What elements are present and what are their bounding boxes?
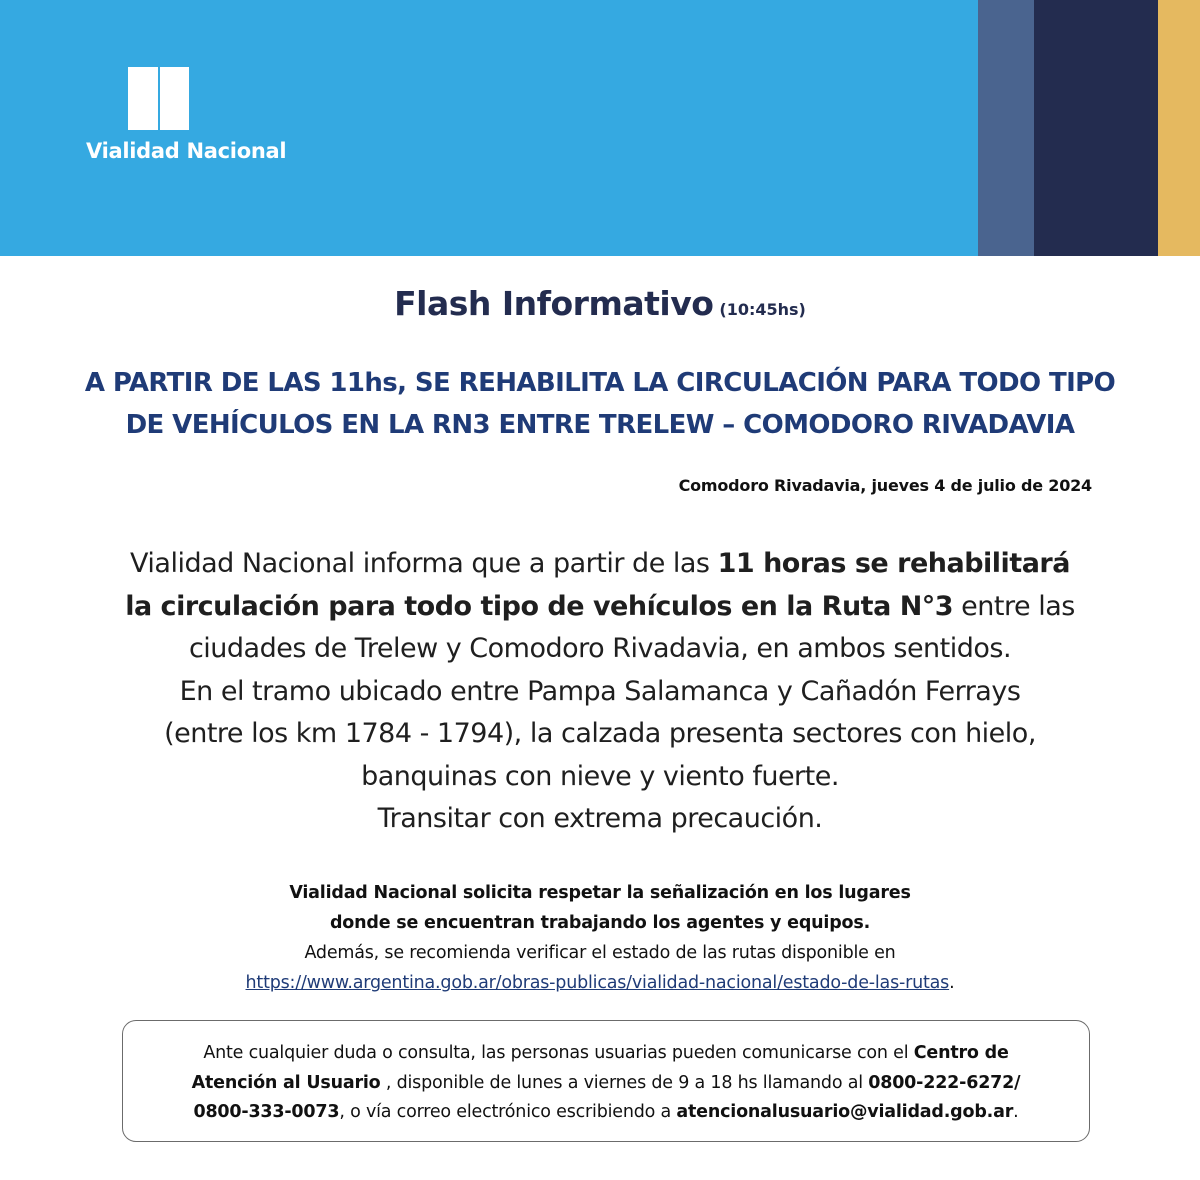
body-text: [60, 543, 1140, 841]
notice-link-end: .: [949, 973, 955, 993]
estado-rutas-link[interactable]: https://www.argentina.gob.ar/obras-publicas/vialidad-nacional/estado-de-las-rutas: [245, 973, 950, 993]
stripe-gold: [1158, 0, 1200, 256]
headline-line-1: A PARTIR DE LAS 11hs, SE REHABILITA LA CIRCULACIÓN PARA TODO TIPO: [84, 368, 1116, 398]
body-line-1: [60, 543, 1140, 586]
notice: [100, 878, 1100, 998]
contact-box: [122, 1020, 1090, 1142]
stripe-navy: [1034, 0, 1158, 256]
vialidad-logo-icon-bar: [160, 67, 189, 130]
headline: [40, 362, 1160, 446]
title-time: (10:45hs): [719, 300, 806, 319]
body-bold-1: 11 horas se rehabilitará: [717, 548, 1070, 579]
notice-bold-1-text: Vialidad Nacional solicita respetar la señalización en los lugares: [289, 883, 911, 903]
brand-name: Vialidad Nacional: [86, 139, 287, 163]
notice-bold-1: [100, 878, 1100, 908]
contact-phone-1: 0800-222-6272/: [868, 1072, 1021, 1093]
contact-text-1: Ante cualquier duda o consulta, las personas usuarias pueden comunicarse con el: [203, 1043, 914, 1063]
body-bold-2: la circulación para todo tipo de vehículos en la Ruta N°3: [125, 590, 954, 622]
notice-bold-2: [100, 908, 1100, 938]
headline-line-2: DE VEHÍCULOS EN LA RN3 ENTRE TRELEW – COMODORO RIVADAVIA: [125, 410, 1075, 440]
body-line-6: banquinas con nieve y viento fuerte.: [361, 760, 839, 792]
body-line-4: En el tramo ubicado entre Pampa Salamanca y Cañadón Ferrays: [179, 675, 1021, 707]
body-line-2: [60, 586, 1140, 629]
notice-link-line: [100, 968, 1100, 998]
body-line-5: (entre los km 1784 - 1794), la calzada presenta sectores con hielo,: [164, 718, 1036, 749]
header-banner: [0, 0, 1200, 256]
contact-phone-2: 0800-333-0073: [193, 1102, 340, 1122]
contact-text-2: , disponible de lunes a viernes de 9 a 18 hs llamando al: [380, 1072, 869, 1093]
dateline: Comodoro Rivadavia, jueves 4 de julio de 2024: [678, 476, 1092, 495]
contact-text-3: , o vía correo electrónico escribiendo a: [339, 1102, 677, 1122]
contact-email[interactable]: atencionalusuario@vialidad.gob.ar: [676, 1102, 1014, 1122]
contact-bold-1: Centro de: [913, 1043, 1009, 1063]
contact-bold-2: Atención al Usuario: [191, 1072, 381, 1093]
page-title: [0, 284, 1200, 323]
notice-text: Además, se recomienda verificar el estado de las rutas disponible en: [304, 943, 896, 963]
body-line-7: Transitar con extrema precaución.: [377, 803, 823, 834]
body-text-1b: entre las: [953, 590, 1075, 622]
contact-text-4: .: [1013, 1102, 1019, 1122]
stripe-steel: [978, 0, 1034, 256]
notice-bold-2-text: donde se encuentran trabajando los agentes y equipos.: [329, 913, 871, 933]
body-text-1a: Vialidad Nacional informa que a partir de las: [130, 548, 718, 579]
body-line-3: ciudades de Trelew y Comodoro Rivadavia, en ambos sentidos.: [188, 633, 1012, 664]
title-main: Flash Informativo: [394, 284, 714, 323]
vialidad-logo-icon: [128, 67, 158, 130]
